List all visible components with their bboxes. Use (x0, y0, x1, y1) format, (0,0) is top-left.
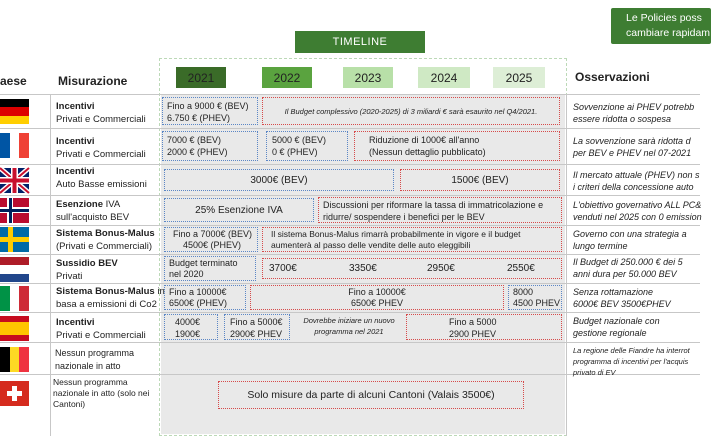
box-text: 6.750 € (PHEV) (167, 113, 231, 123)
row-divider (0, 283, 700, 284)
policies-note (611, 8, 711, 44)
sweden-flag-icon (0, 227, 29, 252)
box-text: 4500 PHEV (513, 298, 561, 308)
obs-sweden (573, 228, 687, 252)
measure-title: Incentivi (56, 101, 95, 112)
obs-line: Sovvenzione ai PHEV potrebb (573, 102, 695, 112)
measure-line: Cantoni) (53, 399, 86, 409)
timeline-badge: TIMELINE (295, 31, 425, 53)
switzerland-flag-icon (0, 381, 29, 406)
measure-norway (56, 198, 129, 224)
year-2023: 2023 (343, 67, 393, 88)
row-divider (0, 128, 700, 129)
measure-line: nazionale in atto (55, 361, 121, 371)
box-text: 8000 (513, 287, 534, 297)
measure-subtitle: Privati e Commerciali (56, 149, 146, 160)
column-divider (566, 95, 567, 436)
measure-title: Incentivi (56, 136, 95, 147)
measure-title: Sistema Bonus-Malus (56, 286, 155, 297)
italy-future-box (250, 285, 504, 310)
obs-line: i criteri della concessione auto (573, 182, 694, 192)
obs-uk (573, 169, 700, 193)
obs-line: essere ridotta o sospesa (573, 114, 672, 124)
box-text: 1900€ (175, 329, 201, 339)
year-2021: 2021 (176, 67, 226, 88)
sweden-future-box (262, 227, 562, 252)
spain-2022-box (224, 314, 290, 340)
obs-line: L'obiettivo governativo ALL PC& (573, 200, 702, 210)
switzerland-cantons-box (218, 381, 524, 409)
measure-subtitle: Privati e Commerciali (56, 114, 146, 125)
box-text: 3000€ (BEV) (250, 174, 308, 186)
box-text: 0 € (PHEV) (272, 147, 318, 157)
header-observations: Osservazioni (575, 70, 650, 84)
measure-line: nazionale in atto (solo nei (53, 388, 150, 398)
measure-title-rest: IVA (103, 199, 121, 210)
policies-note-line2: cambiare rapidam (626, 27, 711, 39)
year-2022: 2022 (262, 67, 312, 88)
header-country: aese (0, 74, 27, 88)
measure-spain (56, 316, 146, 342)
measure-subtitle: basa a emissioni di Co2 (56, 299, 157, 310)
box-text: Fino a 9000 € (BEV) (167, 101, 249, 111)
box-text: Dovrebbe iniziare un nuovo (303, 316, 395, 325)
obs-line: gestione regionale (573, 328, 647, 338)
measure-sweden (56, 227, 155, 253)
box-text: programma nel 2021 (314, 327, 384, 336)
box-text: Fino a 5000 (449, 317, 497, 327)
obs-line: Il mercato attuale (PHEV) non s (573, 170, 700, 180)
box-text: Il sistema Bonus-Malus rimarrà probabilmente in vigore e il budget (271, 229, 521, 239)
box-text: 6500€ PHEV (350, 298, 404, 308)
box-text: Fino a 10000€ (348, 287, 406, 297)
uk-3000-box (164, 169, 394, 191)
box-text: nel 2020 (169, 269, 204, 279)
row-divider (0, 312, 700, 313)
france-2022-box (266, 131, 348, 161)
box-text: Solo misure da parte di alcuni Cantoni (Valais 3500€) (247, 389, 495, 401)
measure-title: Incentivi (56, 317, 95, 328)
row-divider (0, 342, 700, 343)
germany-flag-icon (0, 99, 29, 124)
box-text: Discussioni per riformare la tassa di immatricolazione e (323, 200, 544, 210)
italy-flag-icon (0, 286, 29, 311)
box-text: 5000 € (BEV) (272, 135, 327, 145)
box-text: 2900 PHEV (449, 329, 497, 339)
row-divider (0, 254, 700, 255)
obs-line: per BEV e PHEV nel 07-2021 (573, 148, 692, 158)
obs-netherlands (573, 256, 683, 280)
box-text: 6500€ (PHEV) (169, 298, 228, 308)
netherlands-future-box (262, 258, 562, 279)
year-2025: 2025 (493, 67, 545, 88)
box-text: Fino a 7000€ (BEV) (173, 229, 253, 239)
year-2024: 2024 (418, 67, 470, 88)
obs-line: programma di incentivi per l'acquis (573, 357, 689, 366)
obs-germany (573, 101, 694, 125)
spain-new-program-note (294, 315, 404, 341)
belgium-flag-icon (0, 347, 29, 372)
measure-title-rest: in (154, 286, 165, 297)
box-text: Budget terminato (169, 258, 238, 268)
measure-italy (56, 285, 165, 311)
sweden-2021-box (164, 227, 258, 252)
italy-2021-box (164, 285, 246, 310)
measure-line: Nessun programma (53, 377, 128, 387)
measure-subtitle: sull'acquisto BEV (56, 212, 130, 223)
box-text: 7000 € (BEV) (167, 135, 222, 145)
obs-belgium (573, 345, 690, 378)
box-text: ridurre/ sospendere i benefici per le BEV (323, 212, 485, 222)
obs-line: lungo termine (573, 241, 628, 251)
france-reduction-box (354, 131, 560, 161)
box-text: 3350€ (349, 263, 377, 274)
box-text: 2550€ (507, 263, 535, 274)
obs-line: Budget nazionale con (573, 316, 660, 326)
spain-future-box (406, 314, 562, 340)
box-text: 4000€ (175, 317, 201, 327)
germany-2021-box (162, 97, 258, 125)
obs-italy (573, 286, 671, 310)
box-text: Fino a 10000€ (169, 287, 227, 297)
row-divider (0, 225, 700, 226)
column-divider (50, 95, 51, 436)
row-divider (0, 94, 700, 95)
measure-uk (56, 165, 147, 191)
uk-1500-box (400, 169, 560, 191)
measure-france (56, 135, 146, 161)
box-text: 4500€ (PHEV) (183, 240, 242, 250)
obs-line: La regione delle Fiandre ha interrot (573, 346, 690, 355)
measure-netherlands (56, 257, 118, 283)
measure-subtitle: (Privati e Commerciali) (56, 241, 153, 252)
box-text: aumenterà al passo delle vendite delle auto eleggibili (271, 240, 471, 250)
measure-belgium (55, 347, 134, 373)
obs-norway (573, 199, 702, 223)
measure-germany (56, 100, 146, 126)
italy-2025-box (508, 285, 562, 310)
measure-subtitle: Privati (56, 271, 83, 282)
obs-france (573, 135, 691, 159)
box-text: Fino a 5000€ (230, 317, 283, 327)
spain-flag-icon (0, 316, 29, 341)
obs-spain (573, 315, 660, 339)
obs-line: Governo con una strategia a (573, 229, 687, 239)
measure-subtitle: Privati e Commerciali (56, 330, 146, 341)
box-text: 2900€ PHEV (230, 329, 283, 339)
box-text: 1500€ (BEV) (451, 174, 509, 186)
obs-line: Il Budget di 250.000 € dei 5 (573, 257, 683, 267)
box-text: 3700€ (269, 263, 297, 274)
obs-line: Senza rottamazione (573, 287, 654, 297)
spain-2021-box (164, 314, 218, 340)
netherlands-2021-box (164, 256, 256, 281)
measure-line: Nessun programma (55, 348, 135, 358)
box-text: (Nessun dettaglio pubblicato) (369, 147, 486, 157)
box-text: 25% Esenzione IVA (195, 204, 283, 216)
box-text: 2950€ (427, 263, 455, 274)
measure-title: Incentivi (56, 166, 95, 177)
obs-line: venduti nel 2025 con 0 emission (573, 212, 702, 222)
obs-line: anni dura per 50.000 BEV (573, 269, 677, 279)
measure-title: Sussidio BEV (56, 258, 118, 269)
netherlands-flag-icon (0, 257, 29, 282)
measure-title: Sistema Bonus-Malus (56, 228, 155, 239)
norway-discussion-box (318, 197, 562, 223)
norway-vat-box (164, 198, 314, 222)
france-flag-icon (0, 133, 29, 158)
obs-line: privato di EV (573, 368, 616, 377)
box-text: 2000 € (PHEV) (167, 147, 228, 157)
france-2021-box (162, 131, 258, 161)
box-text: Il Budget complessivo (2020-2025) di 3 miliardi € sarà esaurito nel Q4/2021. (284, 106, 538, 116)
header-measure: Misurazione (58, 74, 128, 88)
obs-line: 6000€ BEV 3500€PHEV (573, 299, 671, 309)
germany-budget-box (262, 97, 560, 125)
measure-title: Esenzione (56, 199, 103, 210)
uk-flag-icon (0, 168, 29, 193)
obs-line: La sovvenzione sarà ridotta d (573, 136, 691, 146)
box-text: Riduzione di 1000€ all'anno (369, 135, 480, 145)
policies-note-line1: Le Policies poss (626, 12, 702, 24)
measure-switzerland (53, 377, 149, 410)
norway-flag-icon (0, 198, 29, 223)
row-divider (0, 195, 700, 196)
measure-subtitle: Auto Basse emissioni (56, 179, 147, 190)
